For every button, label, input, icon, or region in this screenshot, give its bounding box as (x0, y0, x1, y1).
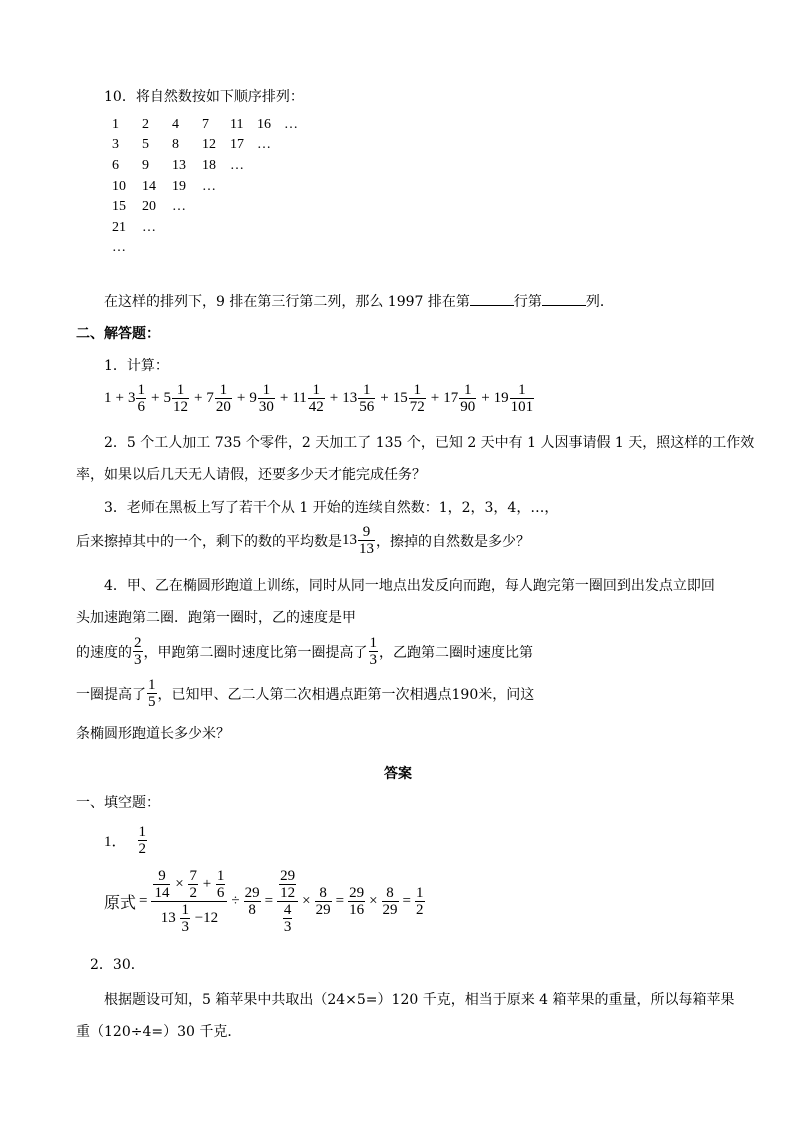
fraction (369, 635, 379, 668)
q10-title: 10．将自然数按如下顺序排列： (104, 89, 304, 105)
denominator: 14 (154, 884, 170, 901)
numerator: 29 (349, 884, 365, 901)
complex-fraction (277, 868, 298, 935)
answer2-line1: 根据题设可知，5 箱苹果中共取出（24×5=）120 千克，相当于原来 4 箱苹果的重量，所以每箱苹果 (104, 992, 735, 1008)
denominator: 12 (280, 884, 296, 901)
fraction (147, 677, 157, 710)
fraction (172, 382, 189, 415)
denominator: 2 (138, 841, 147, 857)
denominator: 30 (258, 399, 274, 415)
grid-cell: 15 (112, 199, 126, 214)
denominator: 29 (315, 901, 331, 918)
grid-cell: … (284, 117, 298, 132)
numerator: 8 (315, 885, 332, 902)
plus-sign: + (115, 390, 124, 406)
grid-cell: 19 (172, 179, 186, 194)
numerator: 1 (459, 382, 476, 399)
fraction (415, 885, 425, 918)
mixed-whole: 5 (163, 390, 171, 406)
grid-cell: … (257, 137, 271, 152)
numerator: 4 (283, 901, 292, 918)
plus-sign: + (279, 390, 289, 406)
fraction (315, 885, 332, 918)
numerator: 2 (134, 635, 142, 651)
numerator: 1 (308, 382, 325, 399)
mixed-whole: 13 (160, 909, 176, 926)
plus-sign: + (236, 390, 246, 406)
grid-cell: 6 (112, 158, 119, 173)
equals-sign: = (264, 892, 274, 909)
numerator: 9 (358, 524, 375, 541)
problem3-text-b: ，擦掉的自然数是多少？ (376, 533, 530, 550)
grid-cell: 1 (112, 117, 119, 132)
plus-sign: + (329, 390, 339, 406)
fraction (188, 868, 198, 901)
problem3-line2 (76, 524, 530, 557)
problem3-line1: 3．老师在黑板上写了若干个从 1 开始的连续自然数：1，2，3，4，…， (104, 500, 559, 516)
times-sign: × (302, 892, 311, 909)
numerator: 1 (258, 382, 275, 399)
fraction (138, 824, 148, 857)
mixed-whole: 9 (249, 390, 257, 406)
fraction (283, 902, 293, 935)
numerator: 29 (244, 884, 260, 901)
mixed-whole: 3 (127, 390, 136, 406)
denominator: 6 (137, 399, 145, 415)
problem4-line3 (76, 635, 533, 668)
grid-cell: 7 (202, 117, 209, 132)
answer1 (104, 824, 148, 857)
numerator: 1 (137, 382, 145, 398)
problem4-text: 一圈提高了 (76, 686, 146, 703)
grid-cell: 16 (257, 117, 271, 132)
fraction (153, 868, 170, 901)
plus-sign: + (202, 875, 212, 892)
numerator: 1 (416, 884, 424, 901)
grid-cell: 4 (172, 117, 179, 132)
mixed-whole: 13 (342, 390, 358, 406)
denominator: 3 (181, 918, 189, 935)
denominator: 29 (382, 901, 398, 918)
plus-sign: + (193, 390, 203, 406)
numerator: 1 (148, 677, 156, 693)
grid-cell: 10 (112, 179, 126, 194)
section2-heading: 二、解答题： (76, 326, 160, 342)
problem1-expression (104, 382, 535, 415)
grid-cell: 12 (202, 137, 216, 152)
mixed-whole: 19 (493, 390, 509, 406)
complex-numerator (277, 868, 298, 902)
fraction (180, 902, 190, 935)
plus-sign: + (150, 390, 160, 406)
q10-question (104, 291, 614, 311)
fraction (409, 382, 426, 415)
problem4-text: 的速度的 (76, 644, 132, 661)
fraction (244, 885, 261, 918)
denominator: 2 (416, 901, 424, 918)
grid-cell: 11 (230, 117, 244, 132)
denominator: 8 (248, 901, 256, 918)
answer-blank-column[interactable] (542, 293, 586, 306)
grid-cell: 18 (202, 158, 216, 173)
numerator: 1 (181, 901, 189, 918)
problem4-line2: 头加速跑第二圈．跑第一圈时，乙的速度是甲 (76, 610, 356, 626)
problem3-text-a: 后来擦掉其中的一个，剩下的数的平均数是 (76, 533, 342, 550)
problem4-line1: 4．甲、乙在椭圆形跑道上训练，同时从同一地点出发反向而跑，每人跑完第一圈回到出发点立即回 (104, 578, 715, 594)
problem1-title: 1．计算： (104, 358, 169, 374)
denominator: 20 (215, 399, 231, 415)
answer1-label: 1． (104, 834, 127, 850)
problem4-text: ，甲跑第二圈时速度比第一圈提高了 (143, 644, 368, 661)
minus-term: −12 (194, 909, 219, 926)
grid-cell: … (202, 179, 216, 194)
times-sign: × (175, 875, 184, 892)
fraction (136, 382, 146, 415)
q10-text-c: 列． (585, 294, 614, 310)
answers-heading: 答案 (384, 766, 412, 782)
denominator: 56 (359, 399, 375, 415)
grid-cell: 21 (112, 220, 126, 235)
complex-denominator (277, 902, 298, 935)
denominator: 3 (369, 652, 377, 668)
numerator: 7 (189, 867, 197, 884)
numerator: 1 (510, 382, 535, 399)
mixed-number (342, 524, 376, 557)
answer-blank-row[interactable] (470, 293, 514, 306)
complex-denominator (151, 902, 227, 935)
problem4-text: ，乙跑第二圈时速度比第 (379, 644, 533, 661)
equals-sign: = (335, 892, 345, 909)
equals-sign: = (402, 892, 411, 909)
mixed-whole: 13 (342, 531, 357, 548)
grid-cell: … (230, 158, 244, 173)
denominator: 13 (359, 541, 374, 557)
divide-sign: ÷ (231, 892, 240, 909)
numerator: 1 (215, 382, 232, 399)
numerator: 1 (138, 824, 147, 840)
denominator: 16 (349, 901, 365, 918)
fraction (308, 382, 325, 415)
grid-cell: … (112, 240, 126, 255)
denominator: 3 (283, 918, 292, 935)
numerator: 1 (409, 382, 426, 399)
complex-numerator (151, 868, 227, 902)
problem2-line2: 率，如果以后几天无人请假，还要多少天才能完成任务？ (76, 467, 426, 483)
fraction (510, 382, 535, 415)
mixed-whole: 15 (392, 390, 408, 406)
denominator: 6 (216, 884, 225, 901)
answer2-line2: 重（120÷4=）30 千克． (76, 1024, 242, 1040)
fraction (348, 885, 365, 918)
mixed-whole: 11 (292, 390, 307, 406)
denominator: 5 (148, 694, 156, 710)
grid-cell: … (172, 199, 186, 214)
numerator: 1 (216, 867, 225, 884)
answer1-calculation (104, 860, 426, 942)
problem2-line1: 2．5 个工人加工 735 个零件，2 天加工了 135 个，已知 2 天中有 1 人因事请假 1 天，照这样的工作效 (104, 435, 755, 451)
problem4-line4 (76, 677, 534, 710)
q10-text-a: 在这样的排列下，9 排在第三行第二列，那么 1997 排在第 (104, 294, 470, 310)
answers-subheading: 一、填空题： (76, 795, 160, 811)
denominator: 72 (409, 399, 425, 415)
fraction (258, 382, 275, 415)
times-sign: × (369, 892, 378, 909)
numerator: 1 (369, 635, 377, 651)
problem4-line5: 条椭圆形跑道长多少米？ (76, 726, 230, 742)
fraction (279, 868, 296, 901)
mixed-whole: 17 (443, 390, 459, 406)
plus-sign: + (481, 390, 490, 406)
plus-sign: + (430, 390, 440, 406)
fraction (459, 382, 476, 415)
denominator: 2 (189, 884, 197, 901)
numerator: 29 (280, 867, 296, 884)
fraction (382, 885, 399, 918)
denominator: 42 (308, 399, 324, 415)
denominator: 3 (134, 652, 142, 668)
complex-fraction (151, 868, 227, 935)
q10-text-b: 行第 (513, 294, 542, 310)
numerator: 1 (172, 382, 189, 399)
grid-cell: 13 (172, 158, 186, 173)
denominator: 101 (510, 399, 534, 415)
denominator: 90 (460, 399, 476, 415)
grid-cell: 20 (142, 199, 156, 214)
mixed-whole: 7 (206, 390, 214, 406)
fraction (358, 524, 375, 557)
answer2-label: 2．30． (90, 957, 145, 973)
numerator: 9 (153, 868, 170, 885)
plus-sign: + (380, 390, 389, 406)
numerator: 1 (358, 382, 375, 399)
grid-cell: … (142, 220, 156, 235)
grid-cell: 17 (230, 137, 244, 152)
grid-cell: 8 (172, 137, 179, 152)
fraction (216, 868, 226, 901)
mixed-whole: 1 (104, 390, 112, 406)
equals-sign: = (139, 892, 148, 909)
grid-cell: 9 (142, 158, 149, 173)
numerator: 8 (382, 885, 399, 902)
fraction (215, 382, 232, 415)
fraction (358, 382, 375, 415)
problem4-text: ，已知甲、乙二人第二次相遇点距第一次相遇点190米，问这 (157, 686, 535, 703)
grid-cell: 14 (142, 179, 156, 194)
fraction (133, 635, 143, 668)
grid-cell: 3 (112, 137, 119, 152)
grid-cell: 5 (142, 137, 149, 152)
grid-cell: 2 (142, 117, 149, 132)
calc-label: 原式 (104, 892, 137, 912)
denominator: 12 (172, 399, 188, 415)
